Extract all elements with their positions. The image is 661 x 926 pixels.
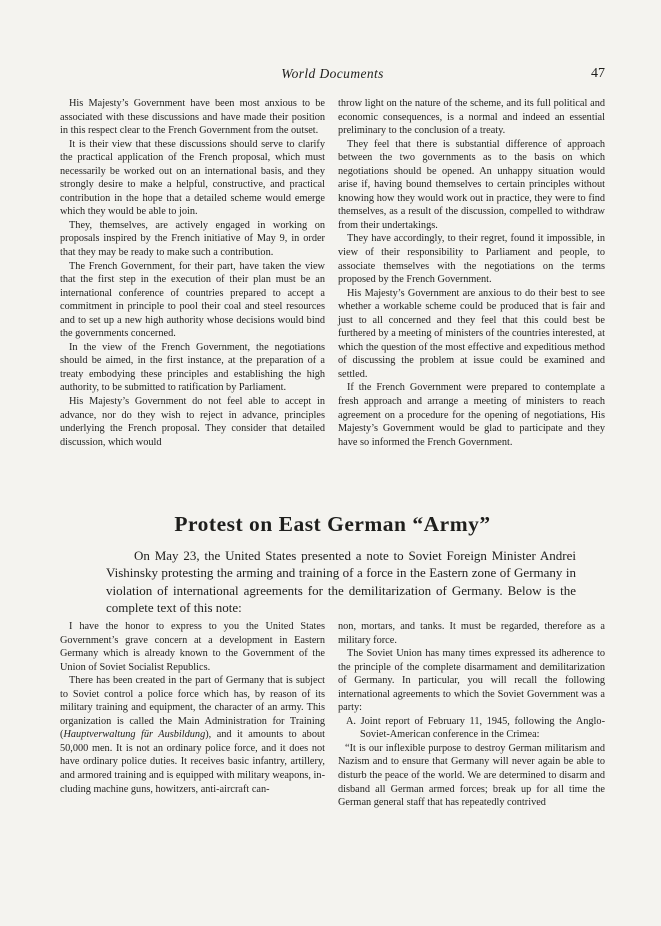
paragraph: If the French Government were prepared to contemplate a fresh approach and arrange a meeting of ministers to reach agreement on a procedure for the opening of negotiations, His Majesty’s Government would be glad to participate and they have so informed the French Government. [338, 382, 605, 448]
section-heading: Protest on East German “Army” [174, 512, 491, 536]
paragraph: They, themselves, are actively engaged in working on proposals inspired by the French initiative of May 9, in order that they may be ready to make such a contribution. [60, 219, 325, 259]
top-left-column [60, 97, 325, 449]
paragraph: His Majesty’s Government do not feel able to accept in advance, nor do they wish to reject in advance, principles underlying the French proposal. They consider that detailed discussion, which would [60, 396, 325, 448]
paragraph: The French Government, for their part, have taken the view that the first step in the execution of their plan must be an international conference of countries prepared to accept a commitment in principle to pool their coal and steel resources and to set up a new high authority whose decisions would bind the governments concerned. [60, 260, 325, 340]
list-item: A. Joint report of February 11, 1945, following the Anglo-Soviet-American conference in the Crimea: [346, 715, 605, 741]
paragraph: His Majesty’s Government are anxious to do their best to see whether a workable scheme could be produced that is fair and just to all concerned and they feel that this could best be furthered by a meeting of ministers of the countries interested, at which the question of the most effective and expeditious method of discussing the problem at issue could be examined and settled. [338, 287, 605, 380]
bottom-right-column [338, 620, 605, 810]
paragraph: I have the honor to express to you the United States Government’s grave concern at a development in Eastern Germany which is already known to the Government of the Union of Soviet Socialist Republics. [60, 621, 325, 673]
top-right-column [338, 97, 605, 449]
paragraph: In the view of the French Government, the negotiations should be aimed, in the first instance, at the preparation of a treaty embodying these principles and establishing the high authority, to be submitted to ratification by Parliament. [60, 341, 325, 394]
text-run: ), and it amounts to about 50,000 men. It is not an ordinary police force, and it does not have ordinary police duties. It receives basic infantry, artillery, and armored training and is equipped with military weapons, including machine guns, howitzers, anti-aircraft can- [60, 729, 325, 795]
intro-text: On May 23, the United States presented a note to Soviet Foreign Minister Andrei Vishinsky protesting the arming and training of a force in the Eastern zone of Germany in violation of international agreements for the demilitarization of Germany. Below is the complete text of this note: [106, 548, 576, 616]
quote-paragraph: “It is our inflexible purpose to destroy German militarism and Nazism and to ensure that Germany will never again be able to disturb the peace of the world. We are determined to disarm and disband all German armed forces; break up for all time the German general staff that has repeatedly contrived [338, 742, 605, 809]
paragraph: It is their view that these discussions should serve to clarify the practical application of the French proposal, which must necessarily be worked out on an international basis, and they strongly desire to make a helpful, constructive, and practical contribution in the hope that a detailed scheme would emerge which they would be able to join. [60, 138, 325, 218]
italic-term: Hauptverwaltung für Ausbildung [63, 729, 206, 741]
paragraph: His Majesty’s Government have been most anxious to be associated with these discussions and have made their position in this respect clear to the French Government from the outset. [60, 98, 325, 137]
running-header [60, 66, 605, 86]
paragraph: The Soviet Union has many times expressed its adherence to the principle of the complete disarmament and demilitarization of Germany. In particular, you will recall the following international agreements to which the Soviet Government was a party: [338, 648, 605, 714]
page-number: 47 [591, 66, 605, 81]
paragraph [60, 674, 325, 796]
paragraph: non, mortars, and tanks. It must be regarded, therefore as a military force. [338, 621, 605, 646]
running-title: World Documents [281, 66, 384, 81]
text-run: There has been created in the part of Germany that is subject to Soviet control a police force which has, by reason of its military training and equipment, the character of an army. This organization is called the Main Administration for Training ( [60, 675, 325, 741]
bottom-left-column [60, 620, 325, 796]
paragraph: They feel that there is substantial difference of approach between the two governments as to the basis on which negotiations should be opened. An unhappy situation would arise if, having bound themselves to certain principles without knowing how they would work out in practice, they were to find themselves, as a result of the discussion, compelled to withdraw from their undertakings. [338, 138, 605, 231]
paragraph: throw light on the nature of the scheme, and its full political and economic consequences, is a normal and indeed an essential preliminary to the conclusion of a treaty. [338, 98, 605, 137]
paragraph: They have accordingly, to their regret, found it impossible, in view of their responsibility to Parliament and people, to associate themselves with the negotiations on the terms proposed by the French Government. [338, 233, 605, 286]
intro-paragraph [106, 547, 576, 617]
